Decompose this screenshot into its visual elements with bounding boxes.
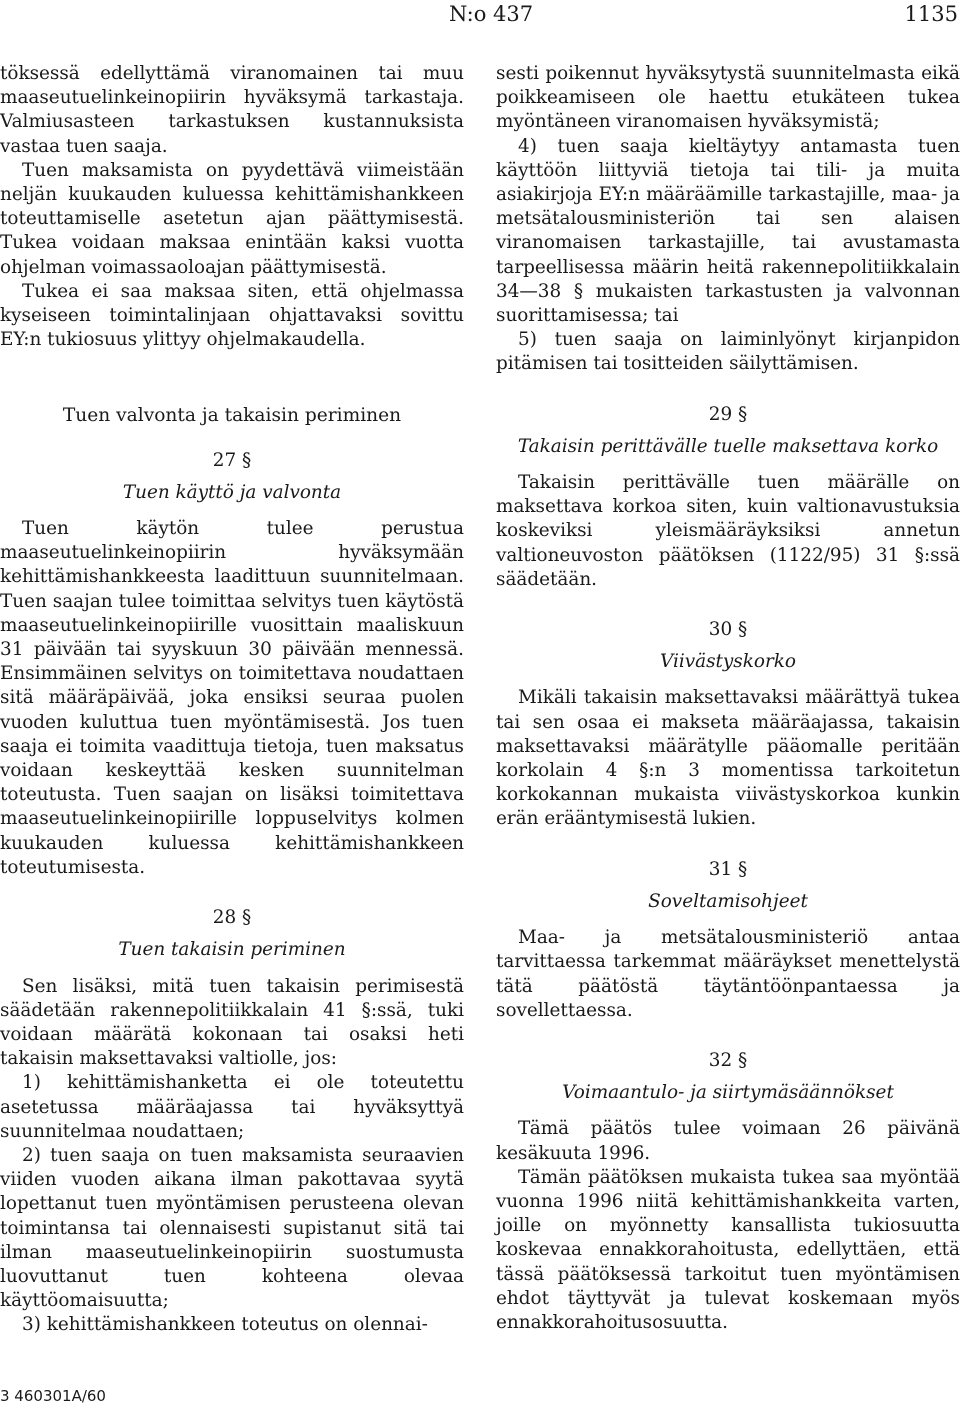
section-number: 29 § bbox=[708, 403, 748, 425]
section-title: Soveltamisohjeet bbox=[648, 890, 808, 912]
page-header bbox=[0, 0, 960, 34]
section-title: Tuen takaisin periminen bbox=[118, 939, 346, 961]
paragraph: Tuen maksamista on pyydettävä viimeistään neljän kuukauden kuluessa kehittämishankkeen toteuttamiselle asetetun ajan päättymisestä. Tukea voidaan maksaa enintään kaksi vuotta ohjelman voimassaoloajan päättymisestä. bbox=[0, 159, 464, 278]
left-column bbox=[0, 62, 464, 1338]
paragraph: Tämän päätöksen mukaista tukea saa myöntää vuonna 1996 niitä kehittämishankkeita varten, joille on myönnetty kansallista tukiosuutta koskevaa ennakkorahoitusta, edellyttäen, että tässä päätöksessä tarkoitut tuen myöntämisen ehdot täyttyvät ja tulevat koskemaan myös ennakkorahoitusosuutta. bbox=[496, 1166, 960, 1333]
paragraph: Sen lisäksi, mitä tuen takaisin perimisestä säädetään rakennepolitiikkalain 41 §:ssä, tuki voidaan määrätä kokonaan tai osaksi heti takaisin maksettavaksi valtiolle, jos: bbox=[0, 975, 464, 1070]
print-code: 3 460301A/60 bbox=[0, 1387, 106, 1405]
section-title: Takaisin perittävälle tuelle maksettava korko bbox=[517, 435, 939, 457]
paragraph: Tukea ei saa maksaa siten, että ohjelmassa kyseiseen toimintalinjaan ohjattavaksi sovittu EY:n tukiosuus ylittyy ohjelmakaudella. bbox=[0, 280, 464, 351]
paragraph: töksessä edellyttämä viranomainen tai muu maaseutuelinkeinopiirin hyväksymä tarkastaja. Valmiusasteen tarkastuksen kustannuksista vastaa tuen saaja. bbox=[0, 63, 464, 157]
list-item: 4) tuen saaja kieltäytyy antamasta tuen käyttöön liittyviä tietoja tai tili- ja muita asiakirjoja EY:n määräämille tarkastajille, maa- ja metsätalousministeriön tai sen alaisen viranomaisen tarkastajille, tai avustamasta tarpeellisessa määrin heitä rakennepolitiikkalain 34—38 § mukaisten tarkastusten ja valvonnan suorittamisessa; tai bbox=[496, 135, 960, 327]
section-number: 31 § bbox=[708, 858, 748, 880]
list-item: 1) kehittämishanketta ei ole toteutettu asetetussa määräajassa tai hyväksyttyä suunnitelmaa noudattaen; bbox=[0, 1072, 464, 1142]
right-column bbox=[496, 62, 960, 1335]
section-number: 28 § bbox=[212, 907, 252, 929]
section-number: 30 § bbox=[708, 619, 748, 641]
list-item: 5) tuen saaja on laiminlyönyt kirjanpidon pitämisen tai tositteiden säilyttämisen. bbox=[496, 329, 960, 375]
list-item: 3) kehittämishankkeen toteutus on olennai- bbox=[22, 1314, 428, 1336]
chapter-heading: Tuen valvonta ja takaisin periminen bbox=[62, 405, 402, 427]
list-item: 2) tuen saaja on tuen maksamista seuraavien viiden vuoden aikana ilman pakottavaa syytä lopettanut tuen myöntämisen perusteena olevan toimintansa tai olennaisesti supistanut sitä tai ilman maaseutuelinkeinopiirin suostumusta luovuttanut tuen kohteena olevaa käyttöomaisuutta; bbox=[0, 1144, 464, 1312]
section-number: 32 § bbox=[708, 1049, 748, 1071]
section-title: Tuen käyttö ja valvonta bbox=[122, 481, 342, 503]
paragraph: Maa- ja metsätalousministeriö antaa tarvittaessa tarkemmat määräykset menettelystä tätä päätöstä täytäntöönpantaessa ja sovellettaessa. bbox=[496, 927, 960, 1021]
paragraph: Tuen käytön tulee perustua maaseutuelinkeinopiirin hyväksymään kehittämishankkeesta laadittuun suunnitelmaan. Tuen saajan tulee toimittaa selvitys tuen käytöstä maaseutuelinkeinopiirille vuosittain maaliskuun 31 päivään tai syyskuun 30 päivään mennessä. Ensimmäinen selvitys on toimitettava noudattaen sitä määräpäivää, joka ensiksi seuraa puolen vuoden kuluttua tuen myöntämisestä. Jos tuen saaja ei toimita vaadittuja tietoja, tuen maksatus voidaan keskeyttää kesken suunnitelman toteutusta. Tuen saajan on lisäksi toimitettava maaseutuelinkeinopiirille loppuselvitys kolmen kuukauden kuluessa kehittämishankkeen toteutumisesta. bbox=[0, 518, 464, 878]
paragraph: Tämä päätös tulee voimaan 26 päivänä kesäkuuta 1996. bbox=[496, 1118, 960, 1164]
paragraph: sesti poikennut hyväksytystä suunnitelmasta eikä poikkeamiseen ole haettu etukäteen tukea myöntäneen viranomaisen hyväksymistä; bbox=[496, 63, 960, 133]
section-title: Viivästyskorko bbox=[660, 651, 796, 673]
paragraph: Mikäli takaisin maksettavaksi määrättyä tukea tai sen osaa ei makseta määräajassa, takaisin maksettavaksi määrätylle pääomalle peritään korkolain 4 §:n 3 momentissa tarkoitetun korkokannan mukaista viivästyskorkoa kunkin erän erääntymisestä lukien. bbox=[496, 687, 960, 830]
page-number: 1135 bbox=[904, 2, 958, 26]
statute-number: N:o 437 bbox=[449, 2, 534, 26]
section-title: Voimaantulo- ja siirtymäsäännökset bbox=[562, 1082, 894, 1104]
paragraph: Takaisin perittävälle tuen määrälle on maksettava korkoa siten, kuin valtionavustuksia koskeviksi yleismääräyksiksi annetun valtioneuvoston päätöksen (1122/95) 31 §:ssä säädetään. bbox=[496, 472, 960, 590]
section-number: 27 § bbox=[212, 449, 252, 471]
